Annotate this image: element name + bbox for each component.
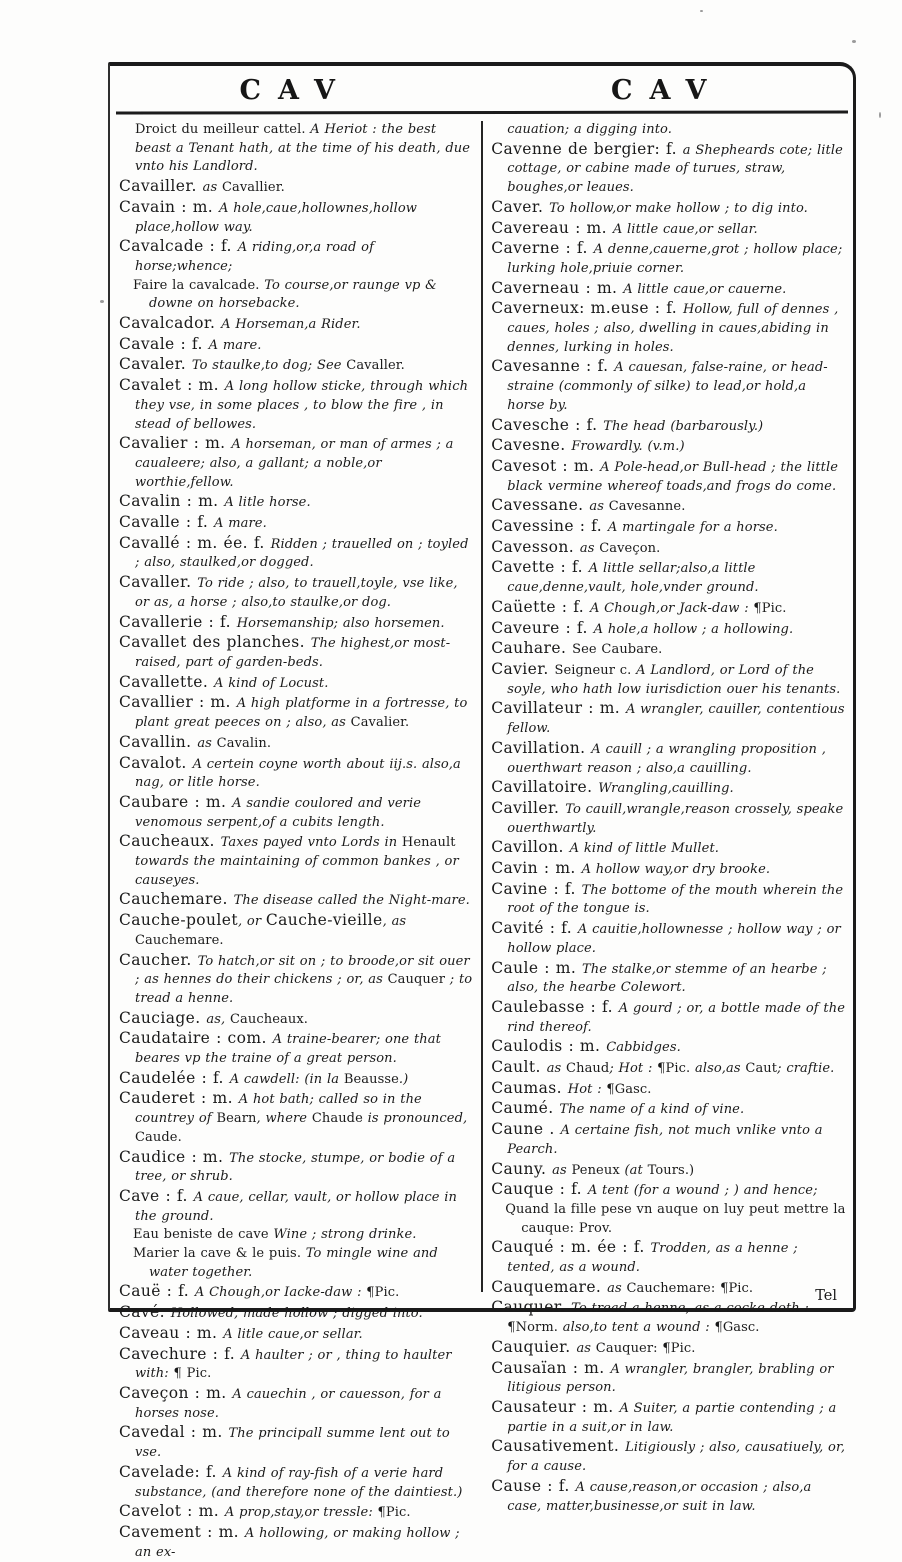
dictionary-entry: Cavalle : f. A mare. <box>119 513 267 532</box>
dictionary-entry: Cavallet des planches. The highest,or most-raised, part of garden-beds. <box>119 633 451 670</box>
dictionary-entry: Cavalier : m. A horseman, or man of armes ; a caualeere; also, a gallant; a noble,or worthie,fellow. <box>119 434 454 490</box>
dictionary-entry: Cavillation. A cauill ; a wrangling proposition , ouerthwart reason ; also,a cauilling. <box>491 738 826 776</box>
entry-continuation: cauation; a digging into. <box>507 122 672 137</box>
dictionary-entry: Cavalcade : f. A riding,or,a road of horse;whence; <box>119 237 374 274</box>
dictionary-entry: Cavier. Seigneur c. A Landlord, or Lord of the soyle, who hath low iurisdiction ouer his tenants. <box>491 659 841 697</box>
dictionary-entry: Cauque : f. A tent (for a wound ; ) and hence; <box>491 1180 818 1199</box>
dictionary-entry: Cavedal : m. The principall summe lent out to vse. <box>119 1423 450 1461</box>
dictionary-entry: Cavin : m. A hollow way,or dry brooke. <box>491 859 771 878</box>
dictionary-entry: Cavine : f. The bottome of the mouth wherein the root of the tongue is. <box>491 879 844 917</box>
column-left <box>119 121 481 1560</box>
dictionary-entry: Cauderet : m. A hot bath; called so in the countrey of Bearn, where Chaude is pronounced, Caude. <box>119 1089 468 1145</box>
dictionary-entry: Caveçon : m. A cauechin , or cauesson, for a horses nose. <box>119 1384 442 1421</box>
dictionary-entry: Caumas. Hot : ¶Gasc. <box>491 1078 652 1097</box>
dictionary-entry: Causaïan : m. A wrangler, brangler, brabling or litigious person. <box>491 1358 834 1396</box>
dictionary-entry: Cauche-poulet, or Cauche-vieille, as Cauchemare. <box>119 911 407 948</box>
dictionary-entry: Cavalot. A certein coyne worth about iij.s. also,a nag, or litle horse. <box>119 753 461 791</box>
dictionary-entry: Caverneux: m.euse : f. Hollow, full of dennes , caues, holes ; also, dwelling in caues,abiding in dennes, lurking in holes. <box>491 299 839 355</box>
dictionary-entry: Cavelot : m. A prop,stay,or tressle: ¶Pic. <box>119 1502 411 1521</box>
dictionary-entry: Cavillateur : m. A wrangler, cauiller, contentious fellow. <box>491 699 845 737</box>
dictionary-entry: Caucher. To hatch,or sit on ; to broode,or sit ouer ; as hennes do their chickens ; or, as Cauquer ; to tread a henne. <box>119 950 473 1006</box>
column-right <box>483 121 848 1514</box>
dictionary-entry: Cauquier. as Cauquer: ¶Pic. <box>491 1337 696 1356</box>
scan-speck <box>879 112 881 118</box>
scan-speck <box>100 300 104 303</box>
dictionary-entry: Caubare : m. A sandie coulored and verie venomous serpent,of a cubits length. <box>119 792 421 830</box>
dictionary-entry: Causateur : m. A Suiter, a partie contending ; a partie in a suit,or in law. <box>491 1398 837 1435</box>
sub-entry: Quand la fille pese vn auque on luy peut mettre la cauque: Prov. <box>505 1201 846 1236</box>
dictionary-entry: Caüette : f. A Chough,or Jack-daw : ¶Pic. <box>491 597 787 616</box>
catchword: Tel <box>815 1288 837 1304</box>
dictionary-entry: Cavité : f. A cauitie,hollownesse ; hollow way ; or hollow place. <box>491 919 841 956</box>
dictionary-entry: Cavessane. as Cavesanne. <box>491 496 686 515</box>
dictionary-entry: Cavelade: f. A kind of ray-fish of a verie hard substance, (and therefore none of the daintiest.) <box>119 1462 463 1500</box>
dictionary-entry: Cavesanne : f. A cauesan, false-raine, or head-straine (commonly of silke) to lead,or hold,a horse by. <box>491 357 828 413</box>
dictionary-entry: Caverne : f. A denne,cauerne,grot ; hollow place; lurking hole,priuie corner. <box>491 239 843 276</box>
dictionary-entry: Cavalet : m. A long hollow sticke, through which they vse, in some places , to blow the fire , in stead of bellowes. <box>119 376 469 432</box>
dictionary-entry: Cavesson. as Caveçon. <box>491 537 661 556</box>
dictionary-entry: Cauciage. as, Caucheaux. <box>119 1008 309 1027</box>
dictionary-entry: Cauchemare. The disease called the Night-mare. <box>119 890 470 909</box>
dictionary-entry: Cauquer. To tread a henne, as a cocke doth : ¶Norm. also,to tent a wound : ¶Gasc. <box>491 1298 809 1336</box>
text-columns <box>110 114 853 1560</box>
dictionary-entry: Caudice : m. The stocke, stumpe, or bodie of a tree, or shrub. <box>119 1147 456 1185</box>
dictionary-entry: Cave : f. A caue, cellar, vault, or hollow place in the ground. <box>119 1186 457 1224</box>
dictionary-entry: Caviller. To cauill,wrangle,reason crossely, speake ouerthwartly. <box>491 798 844 836</box>
sub-entry: Faire la cavalcade. To course,or raunge vp & downe on horsebacke. <box>133 277 437 312</box>
dictionary-entry: Cavaller. To ride ; also, to trauell,toyle, vse like, or as, a horse ; also,to staulke,or dog. <box>119 573 458 610</box>
dictionary-entry: Caule : m. The stalke,or stemme of an hearbe ; also, the hearbe Colewort. <box>491 958 827 996</box>
dictionary-entry: Cavallette. A kind of Locust. <box>119 672 329 691</box>
page-header <box>110 66 853 106</box>
dictionary-entry: Cavillatoire. Wrangling,cauilling. <box>491 778 734 797</box>
dictionary-entry: Cavale : f. A mare. <box>119 334 262 353</box>
dictionary-entry: Cavesche : f. The head (barbarously.) <box>491 415 764 434</box>
dictionary-entry: Cavillon. A kind of little Mullet. <box>491 838 720 857</box>
dictionary-entry: Cavallier : m. A high platforme in a fortresse, to plant great peeces on ; also, as Cavalier. <box>119 693 468 731</box>
page-frame <box>108 62 856 1560</box>
dictionary-entry: Caucheaux. Taxes payed vnto Lords in Henault towards the maintaining of common bankes , or causeyes. <box>119 832 459 888</box>
dictionary-entry: Cause : f. A cause,reason,or occasion ; also,a case, matter,businesse,or suit in law. <box>491 1476 812 1514</box>
dictionary-entry: Cavaler. To staulke,to dog; See Cavaller. <box>119 355 405 374</box>
dictionary-entry: Caudelée : f. A cawdell: (in la Beausse.) <box>119 1068 409 1087</box>
scan-speck <box>700 10 703 12</box>
sub-entry: Marier la cave & le puis. To mingle wine and water together. <box>133 1246 438 1280</box>
dictionary-entry: Cault. as Chaud; Hot : ¶Pic. also,as Caut; craftie. <box>491 1058 835 1077</box>
dictionary-entry: Cavé. Hollowed, made hollow ; digged into. <box>119 1303 423 1322</box>
entry-continuation: Droict du meilleur cattel. A Heriot : the best beast a Tenant hath, at the time of his death, due vnto his Landlord. <box>135 122 471 175</box>
dictionary-entry: Cavesne. Frowardly. (v.m.) <box>491 436 685 455</box>
dictionary-entry: Caulodis : m. Cabbidges. <box>491 1037 681 1056</box>
running-title-left: CAV <box>239 75 352 106</box>
dictionary-entry: Cavessine : f. A martingale for a horse. <box>491 517 778 536</box>
dictionary-entry: Cavallin. as Cavalin. <box>119 732 272 751</box>
dictionary-entry: Cavesot : m. A Pole-head,or Bull-head ; the little black vermine whereof toads,and frogs do come. <box>491 456 839 494</box>
dictionary-entry: Caver. To hollow,or make hollow ; to dig into. <box>491 197 808 216</box>
dictionary-entry: Cavailler. as Cavallier. <box>119 177 285 196</box>
dictionary-entry: Caune . A certaine fish, not much vnlike vnto a Pearch. <box>491 1120 823 1157</box>
dictionary-entry: Cavallerie : f. Horsemanship; also horsemen. <box>119 612 445 631</box>
sub-entry: Eau beniste de cave Wine ; strong drinke. <box>133 1227 417 1243</box>
scan-speck <box>852 40 856 43</box>
dictionary-entry: Cavechure : f. A haulter ; or , thing to haulter with: ¶ Pic. <box>119 1344 452 1382</box>
dictionary-entry: Cauny. as Peneux (at Tours.) <box>491 1159 695 1178</box>
dictionary-entry: Cavenne de bergier: f. a Shepheards cote; litle cottage, or cabine made of turues, straw, boughes,or leaues. <box>491 139 843 196</box>
dictionary-entry: Caveau : m. A litle caue,or sellar. <box>119 1323 363 1342</box>
dictionary-entry: Cavette : f. A little sellar;also,a little caue,denne,vault, hole,vnder ground. <box>491 558 759 596</box>
dictionary-entry: Cavereau : m. A little caue,or sellar. <box>491 218 758 237</box>
dictionary-entry: Cauhare. See Caubare. <box>491 639 663 658</box>
dictionary-entry: Cavallé : m. ée. f. Ridden ; trauelled on ; toyled ; also, staulked,or dogged. <box>119 533 469 571</box>
dictionary-entry: Cavalin : m. A litle horse. <box>119 492 311 511</box>
dictionary-entry: Cavalcador. A Horseman,a Rider. <box>119 314 361 333</box>
dictionary-entry: Cavement : m. A hollowing, or making hollow ; an ex- <box>119 1522 460 1560</box>
running-title-right: CAV <box>611 75 724 106</box>
dictionary-entry: Causativement. Litigiously ; also, causatiuely, or, for a cause. <box>491 1437 846 1475</box>
dictionary-entry: Cauquemare. as Cauchemare: ¶Pic. <box>491 1277 754 1296</box>
dictionary-entry: Cauqué : m. ée : f. Trodden, as a henne ; tented, as a wound. <box>491 1238 798 1276</box>
dictionary-entry: Cavain : m. A hole,caue,hollownes,hollow place,hollow way. <box>119 197 418 235</box>
dictionary-entry: Caudataire : com. A traine-bearer; one that beares vp the traine of a great person. <box>119 1029 441 1067</box>
dictionary-entry: Caulebasse : f. A gourd ; or, a bottle made of the rind thereof. <box>491 997 845 1035</box>
dictionary-entry: Caveure : f. A hole,a hollow ; a hollowing. <box>491 618 794 637</box>
dictionary-entry: Caumé. The name of a kind of vine. <box>491 1099 745 1118</box>
dictionary-entry: Caverneau : m. A little caue,or cauerne. <box>491 278 787 297</box>
dictionary-entry: Cauë : f. A Chough,or Iacke-daw : ¶Pic. <box>119 1282 400 1301</box>
